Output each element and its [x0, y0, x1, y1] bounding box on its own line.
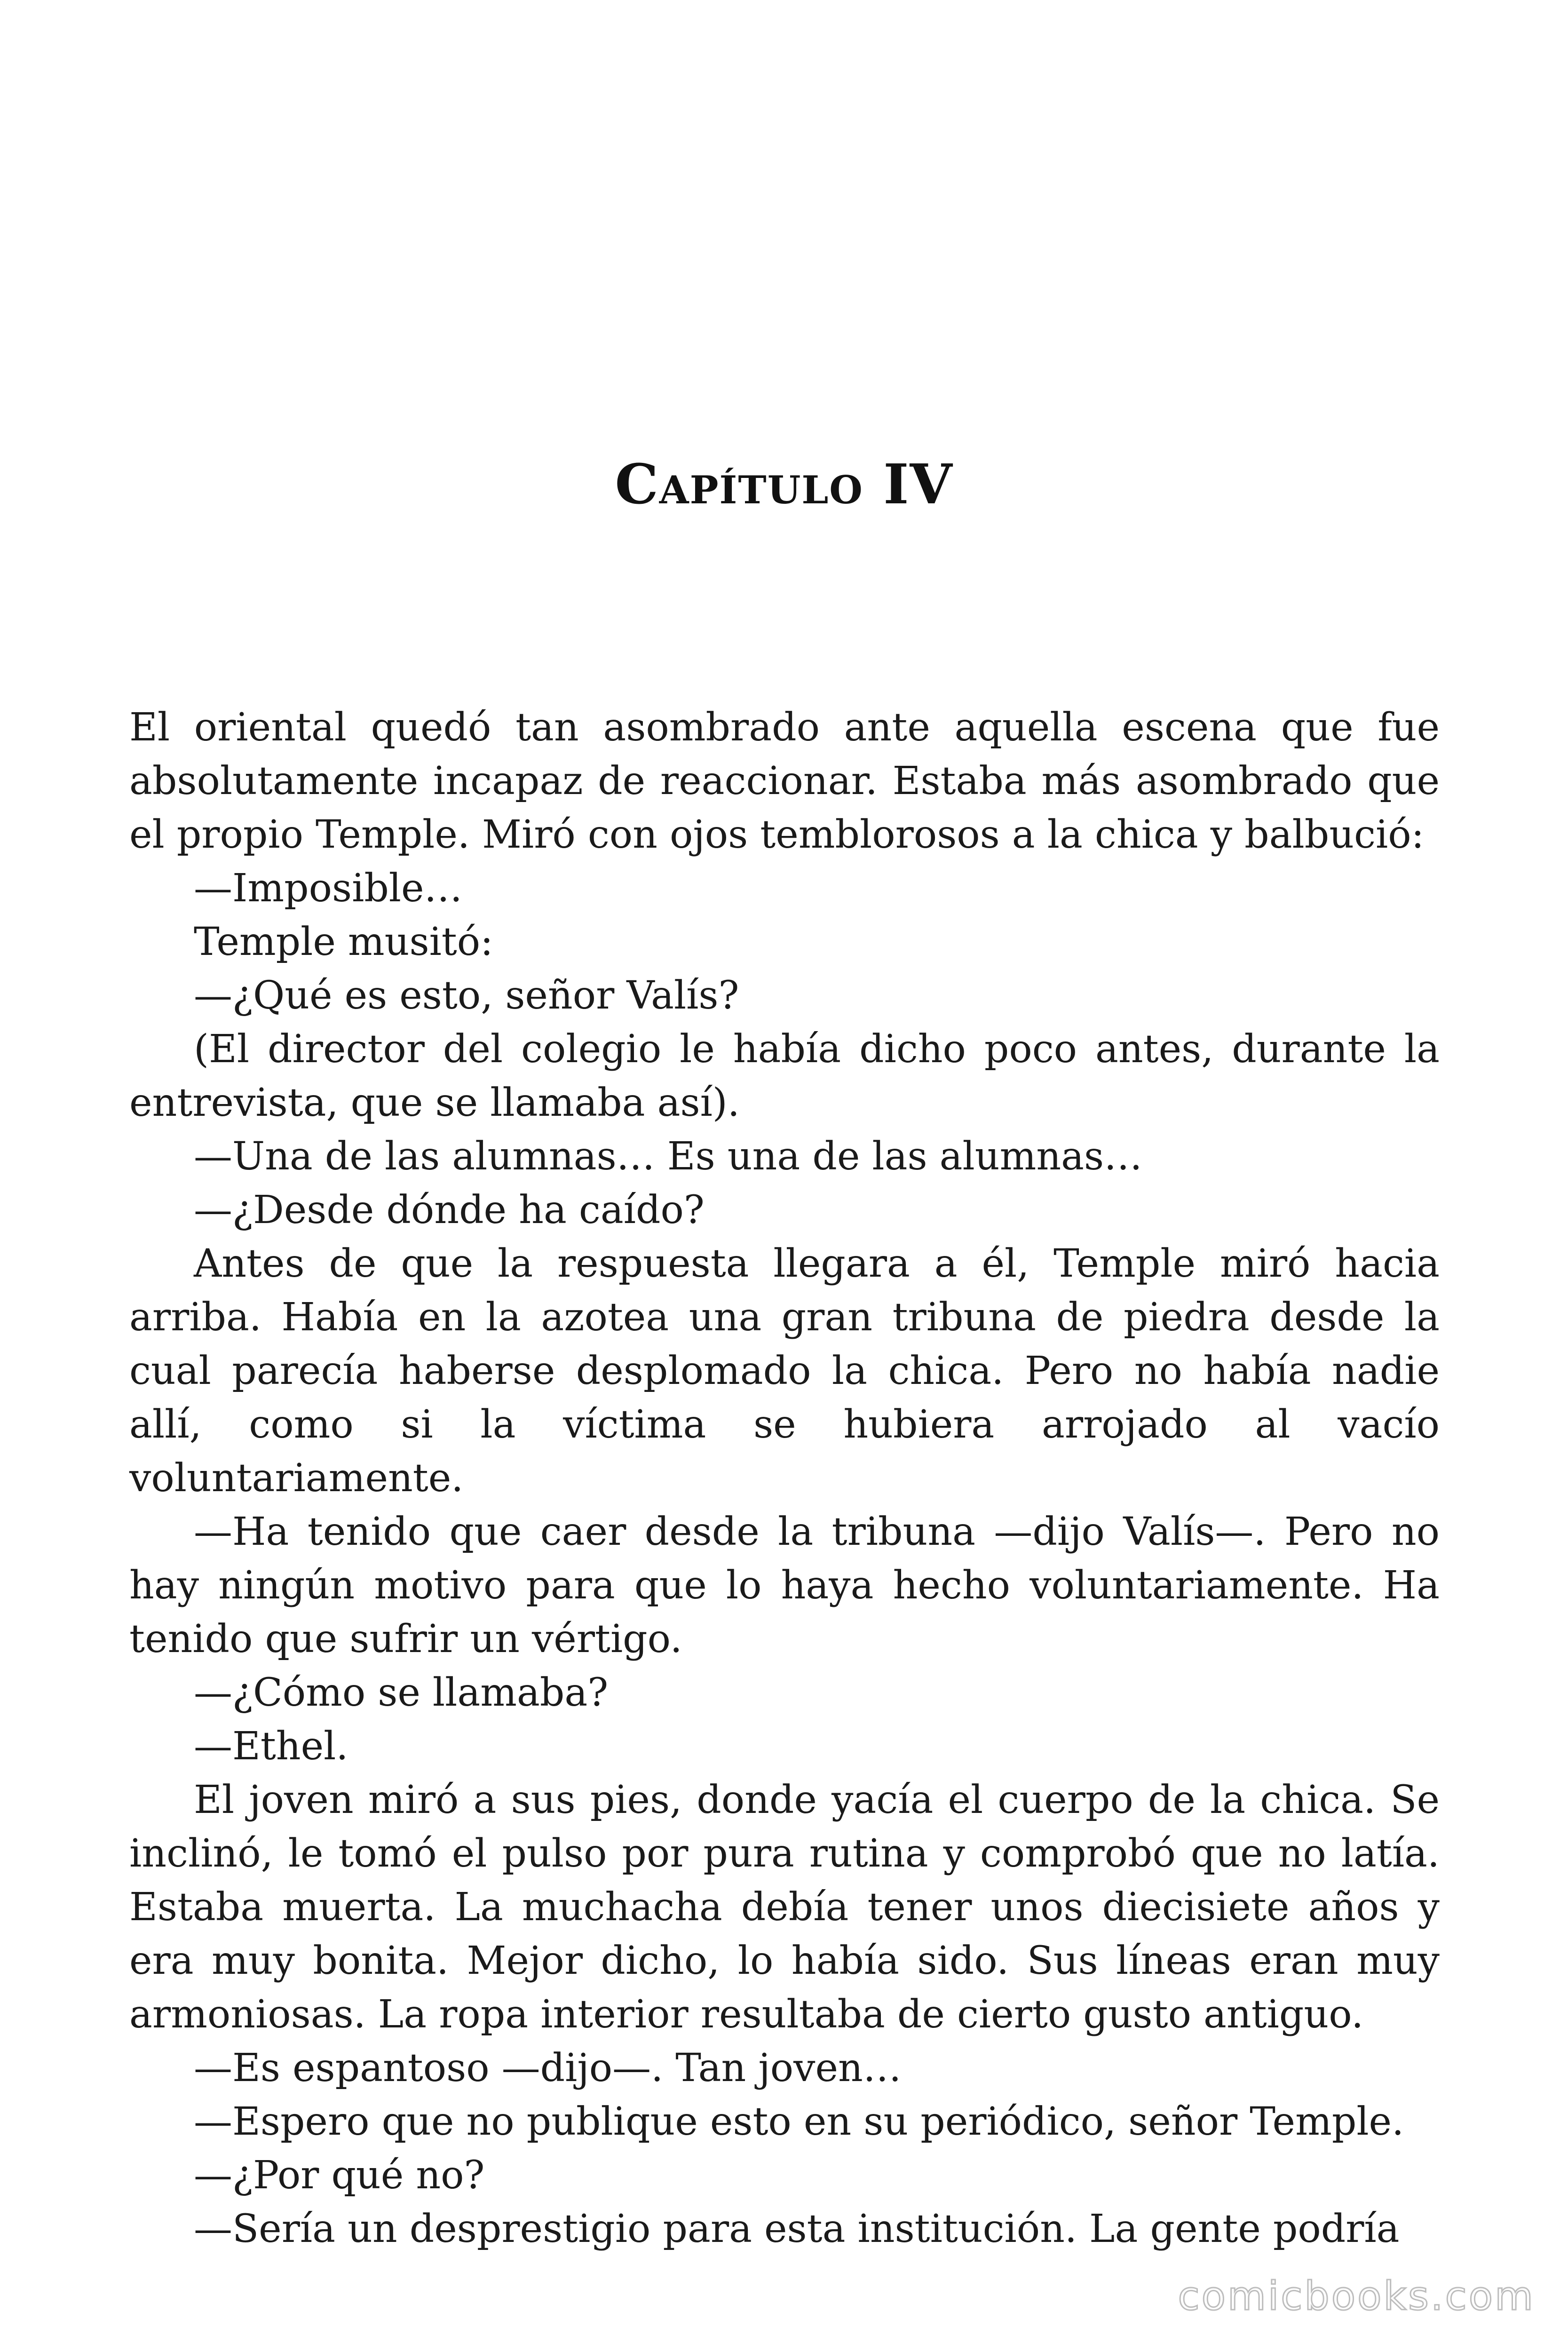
chapter-title: Capítulo IV: [615, 453, 953, 516]
paragraph: —Sería un desprestigio para esta institución. La gente podría: [194, 2207, 1400, 2251]
paragraph: El joven miró a sus pies, donde yacía el cuerpo de la chica. Se inclinó, le tomó el pulso por pura rutina y comprobó que no latía. Estaba muerta. La muchacha debía tener unos diecisiete años y era muy bonita. Mejor dicho, lo había sido. Sus líneas eran muy armoniosas. La ropa interior resultaba de cierto gusto antiguo.: [129, 1778, 1440, 2037]
paragraph: Temple musitó:: [194, 920, 493, 964]
paragraph: —Espero que no publique esto en su periódico, señor Temple.: [194, 2099, 1404, 2144]
paragraph: —Una de las alumnas… Es una de las alumnas…: [194, 1134, 1143, 1179]
body-text: [129, 701, 1440, 2256]
paragraph: —¿Cómo se llamaba?: [194, 1670, 609, 1715]
paragraph: —¿Qué es esto, señor Valís?: [194, 973, 739, 1018]
paragraph: Antes de que la respuesta llegara a él, Temple miró hacia arriba. Había en la azotea una gran tribuna de piedra desde la cual parecía haberse desplomado la chica. Pero no había nadie allí, como si la víctima se hubiera arrojado al vacío voluntariamente.: [129, 1241, 1440, 1501]
watermark: comicbooks.com: [1178, 2273, 1535, 2319]
paragraph: —Ethel.: [194, 1724, 348, 1769]
paragraph: —¿Desde dónde ha caído?: [194, 1188, 705, 1232]
paragraph: —Ha tenido que caer desde la tribuna —dijo Valís—. Pero no hay ningún motivo para que lo haya hecho voluntariamente. Ha tenido que sufrir un vértigo.: [129, 1510, 1440, 1661]
paragraph: (El director del colegio le había dicho poco antes, durante la entrevista, que se llamaba así).: [129, 1027, 1440, 1125]
paragraph: —Es espantoso —dijo—. Tan joven…: [194, 2046, 902, 2090]
paragraph: —Imposible…: [194, 866, 463, 911]
paragraph: —¿Por qué no?: [194, 2153, 485, 2198]
paragraph: El oriental quedó tan asombrado ante aquella escena que fue absolutamente incapaz de reaccionar. Estaba más asombrado que el propio Temple. Miró con ojos temblorosos a la chica y balbució:: [129, 705, 1440, 857]
